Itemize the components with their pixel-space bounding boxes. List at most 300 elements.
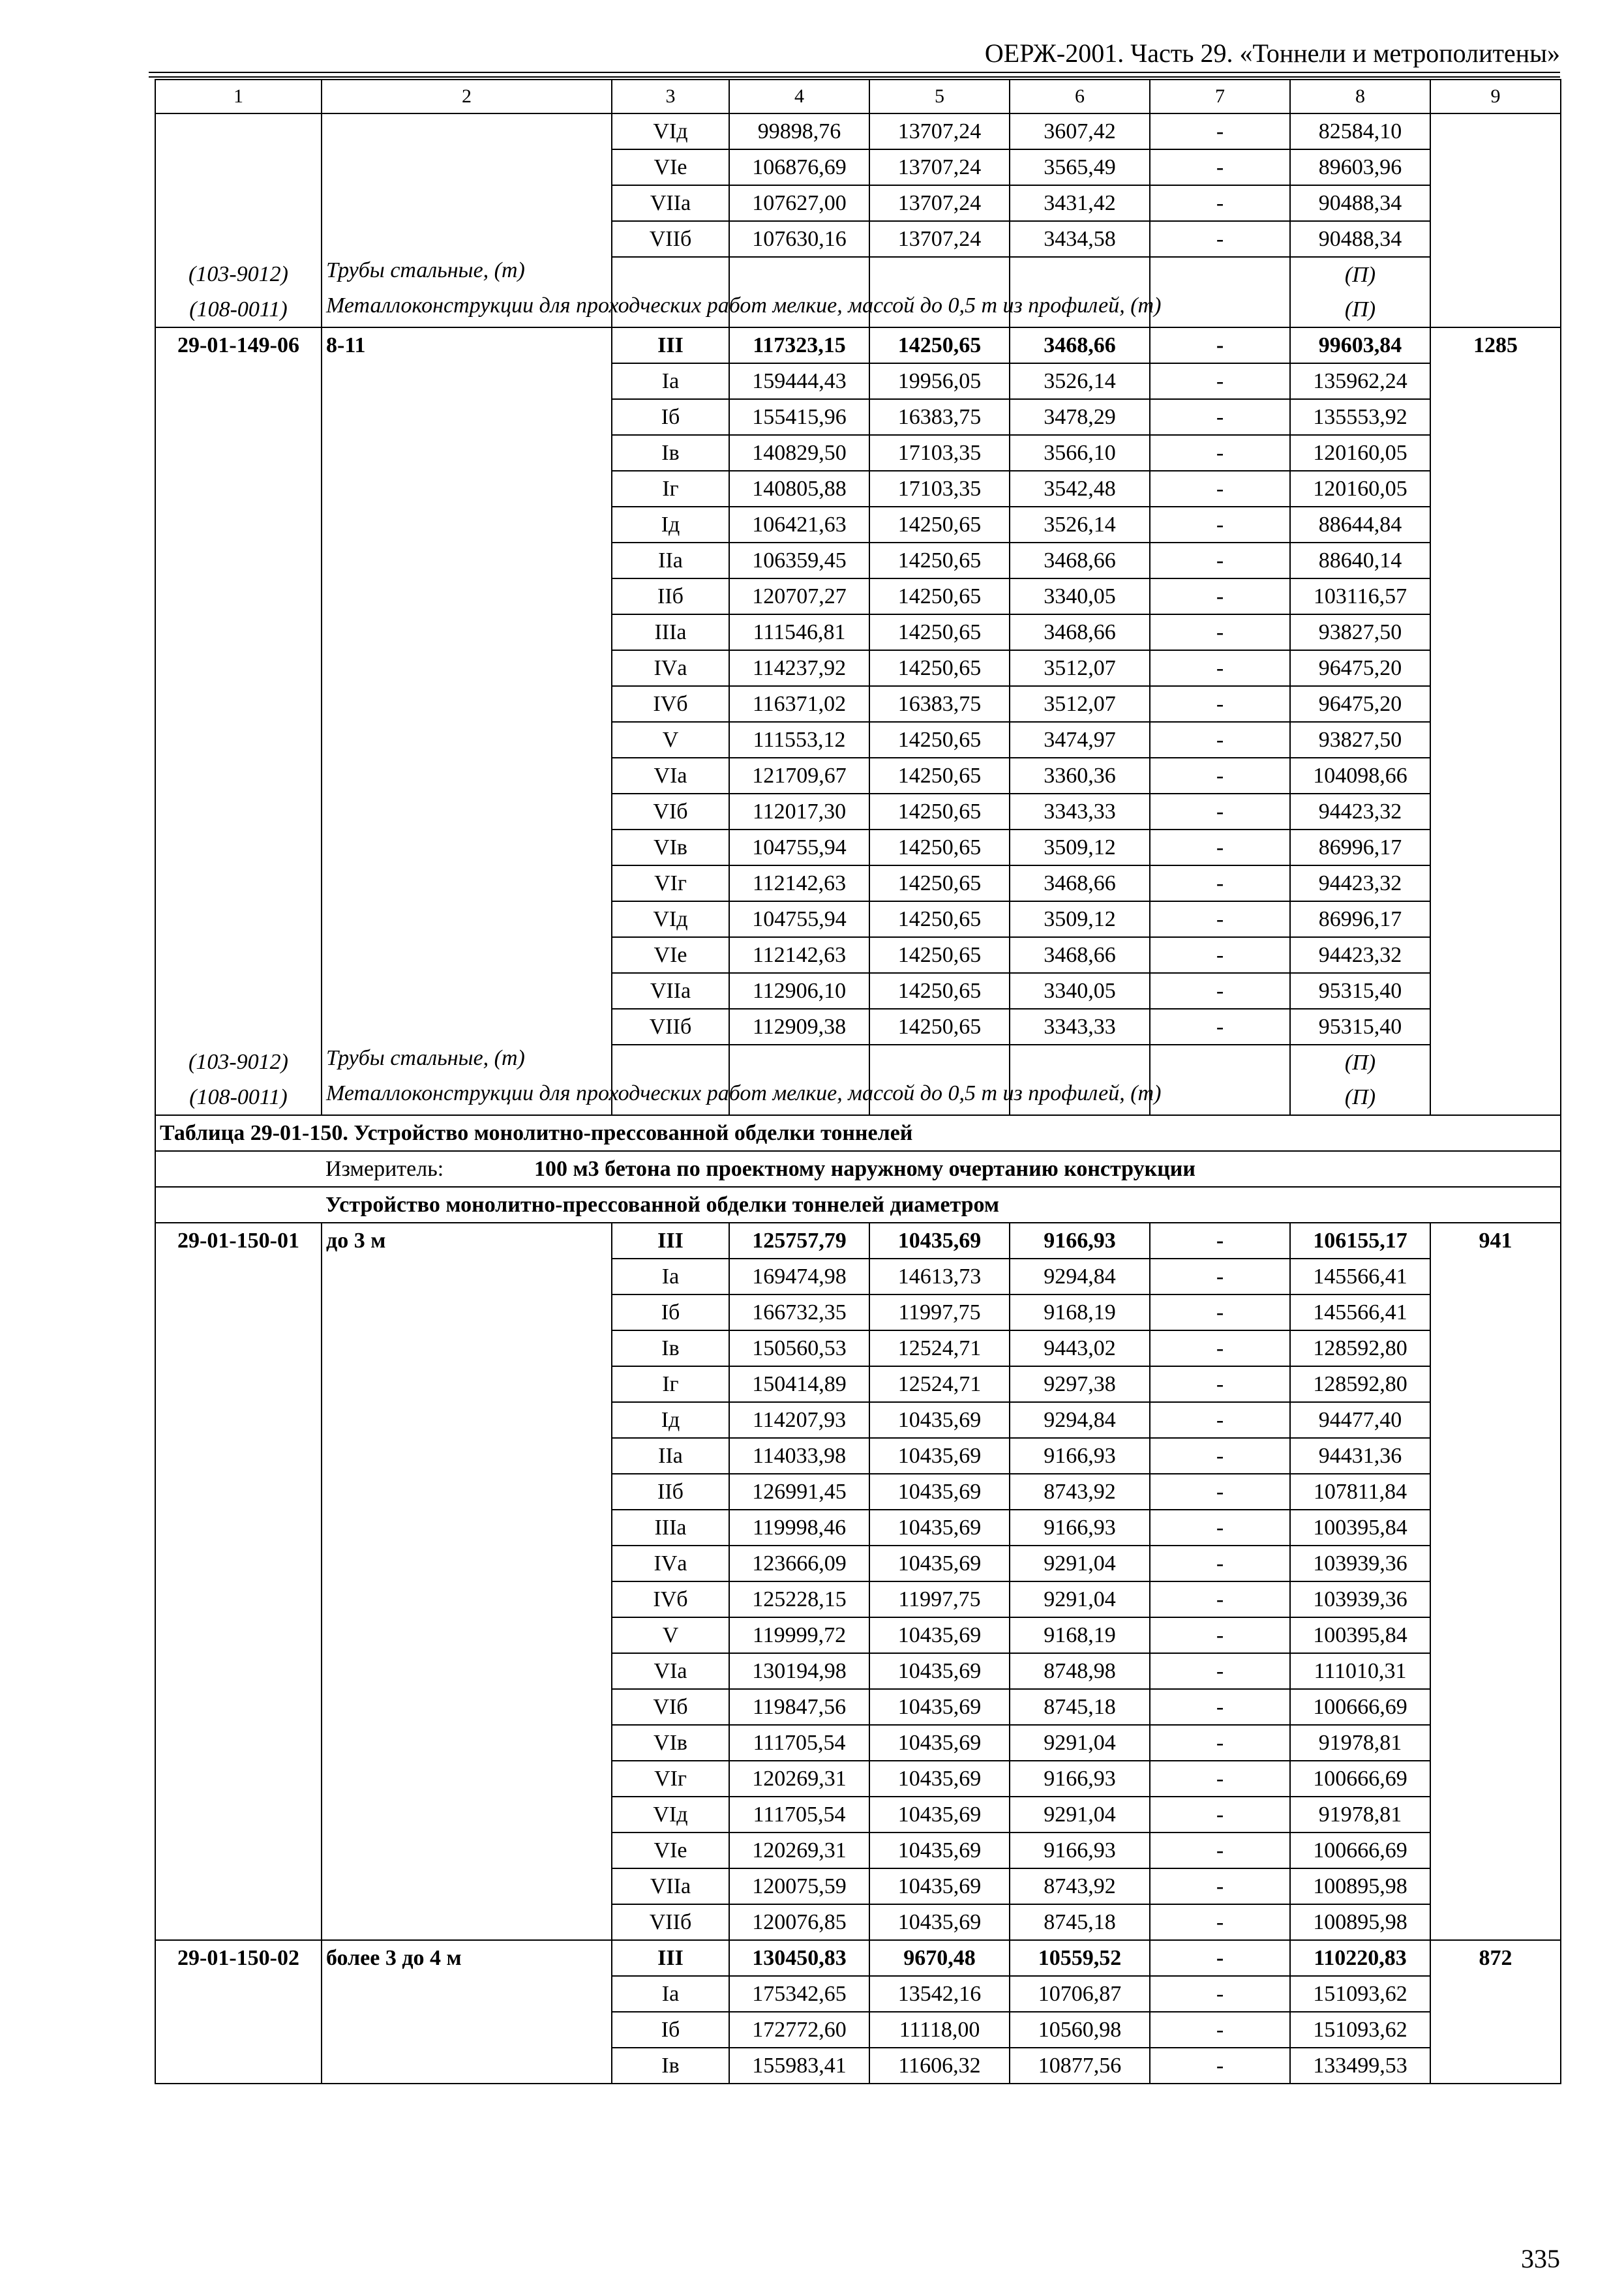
price-cell: 104098,66 [1290,758,1430,794]
item-code [155,901,322,937]
price-cell: - [1150,1009,1290,1045]
price-cell: 119999,72 [729,1617,869,1653]
price-cell: 145566,41 [1290,1294,1430,1330]
price-cell: VIв [612,830,729,865]
price-cell: 145566,41 [1290,1259,1430,1294]
item-name [322,1725,612,1761]
empty-cell [1430,292,1561,327]
price-cell: 9291,04 [1010,1797,1150,1833]
price-cell: - [1150,794,1290,830]
item-name [322,1510,612,1546]
table-row [155,471,1561,507]
item-code [155,614,322,650]
price-cell: 104755,94 [729,901,869,937]
price-cell: - [1150,686,1290,722]
measure-cell [155,1151,1561,1187]
price-cell: - [1150,507,1290,543]
price-cell: 106876,69 [729,149,869,185]
item-name [322,722,612,758]
price-cell: 86996,17 [1290,901,1430,937]
material-row [155,1080,1561,1115]
item-name [322,543,612,578]
price-cell: 19956,05 [869,363,1010,399]
price-cell: 12524,71 [869,1366,1010,1402]
item-name [322,149,612,185]
price-cell: 14250,65 [869,758,1010,794]
price-cell: 104755,94 [729,830,869,865]
price-cell: 112142,63 [729,937,869,973]
item-total [1430,1797,1561,1833]
price-cell: 3526,14 [1010,507,1150,543]
price-cell: 10435,69 [869,1761,1010,1797]
material-name: Металлоконструкции для проходческих работ мелкие, массой до 0,5 т из профилей, (т) [322,292,612,327]
item-code [155,113,322,149]
price-cell: 106359,45 [729,543,869,578]
price-cell: 14250,65 [869,650,1010,686]
table-row [155,722,1561,758]
price-cell: - [1150,1294,1290,1330]
price-cell: 10435,69 [869,1904,1010,1940]
item-name [322,1546,612,1581]
table-row [155,937,1561,973]
page-number: 335 [1521,2244,1560,2273]
table-row [155,149,1561,185]
table-title-row [155,1115,1561,1151]
price-cell: 3509,12 [1010,830,1150,865]
price-cell: 11606,32 [869,2048,1010,2084]
item-name [322,1259,612,1294]
price-cell: 96475,20 [1290,650,1430,686]
item-code [155,1009,322,1045]
table-row [155,578,1561,614]
price-cell: 82584,10 [1290,113,1430,149]
item-code [155,507,322,543]
price-cell: 155415,96 [729,399,869,435]
price-cell: 3566,10 [1010,435,1150,471]
item-total [1430,363,1561,399]
material-mark: (П) [1290,257,1430,292]
price-cell: VIг [612,865,729,901]
table-row [155,1330,1561,1366]
item-name [322,2012,612,2048]
price-cell: VIе [612,149,729,185]
item-total [1430,221,1561,257]
item-code [155,1438,322,1474]
item-name [322,221,612,257]
price-cell: 10435,69 [869,1223,1010,1259]
item-total [1430,1725,1561,1761]
price-cell: 9166,93 [1010,1438,1150,1474]
price-cell: 10559,52 [1010,1940,1150,1976]
item-total [1430,973,1561,1009]
price-cell: VIIб [612,1904,729,1940]
price-cell: 117323,15 [729,327,869,363]
column-number: 2 [322,80,612,113]
table-row [155,1940,1561,1976]
price-cell: IIа [612,1438,729,1474]
price-cell: - [1150,578,1290,614]
price-cell: 100895,98 [1290,1868,1430,1904]
price-cell: 14250,65 [869,578,1010,614]
price-cell: V [612,1617,729,1653]
table-row [155,1833,1561,1868]
price-cell: 9291,04 [1010,1725,1150,1761]
item-code [155,1761,322,1797]
price-cell: 3607,42 [1010,113,1150,149]
price-cell: 112906,10 [729,973,869,1009]
price-cell: Iд [612,1402,729,1438]
item-total [1430,650,1561,686]
price-cell: 114237,92 [729,650,869,686]
table-subtitle: Устройство монолитно-прессованной обделки тоннелей диаметром [155,1187,1561,1223]
item-code [155,1330,322,1366]
price-cell: 10435,69 [869,1474,1010,1510]
item-total [1430,1761,1561,1797]
price-cell: - [1150,901,1290,937]
table-row [155,1617,1561,1653]
price-cell: 11118,00 [869,2012,1010,2048]
material-code: (103-9012) [155,257,322,292]
item-name [322,1653,612,1689]
item-code [155,1581,322,1617]
item-code [155,650,322,686]
price-cell: VIб [612,794,729,830]
price-cell: 93827,50 [1290,722,1430,758]
price-cell: 10435,69 [869,1689,1010,1725]
price-cell: 3478,29 [1010,399,1150,435]
price-cell: 9297,38 [1010,1366,1150,1402]
item-total [1430,149,1561,185]
price-cell: 112142,63 [729,865,869,901]
price-cell: 100395,84 [1290,1510,1430,1546]
table-row [155,1868,1561,1904]
item-name [322,1833,612,1868]
price-cell: 8745,18 [1010,1904,1150,1940]
empty-cell [1150,257,1290,292]
table-row [155,1402,1561,1438]
price-cell: VIб [612,1689,729,1725]
price-cell: 111546,81 [729,614,869,650]
item-name [322,650,612,686]
price-cell: 150560,53 [729,1330,869,1366]
price-cell: 14250,65 [869,614,1010,650]
table-row [155,1581,1561,1617]
item-name [322,1761,612,1797]
price-cell: 94423,32 [1290,937,1430,973]
item-name [322,399,612,435]
price-cell: 9166,93 [1010,1223,1150,1259]
measure-label: Измеритель: [325,1157,444,1181]
price-cell: - [1150,830,1290,865]
price-cell: - [1150,1223,1290,1259]
item-total [1430,1402,1561,1438]
price-cell: 10435,69 [869,1797,1010,1833]
material-name: Трубы стальные, (т) [322,257,612,292]
price-cell: Iа [612,363,729,399]
price-cell: 3565,49 [1010,149,1150,185]
price-cell: 3542,48 [1010,471,1150,507]
material-code: (108-0011) [155,292,322,327]
price-cell: 10435,69 [869,1546,1010,1581]
material-row [155,292,1561,327]
price-cell: 103939,36 [1290,1546,1430,1581]
item-total [1430,2012,1561,2048]
price-cell: 14250,65 [869,507,1010,543]
price-cell: 135553,92 [1290,399,1430,435]
item-total [1430,937,1561,973]
price-cell: 14613,73 [869,1259,1010,1294]
price-cell: 9291,04 [1010,1581,1150,1617]
price-cell: IIIа [612,614,729,650]
item-code [155,1833,322,1868]
price-cell: 95315,40 [1290,1009,1430,1045]
price-cell: VIIа [612,973,729,1009]
table-row [155,327,1561,363]
price-cell: 10435,69 [869,1725,1010,1761]
price-cell: - [1150,1833,1290,1868]
empty-cell [1430,257,1561,292]
price-cell: 3431,42 [1010,185,1150,221]
item-name [322,1581,612,1617]
price-cell: 120075,59 [729,1868,869,1904]
item-code [155,1366,322,1402]
price-cell: 106421,63 [729,507,869,543]
item-code [155,1904,322,1940]
price-cell: 10435,69 [869,1653,1010,1689]
table-title: Таблица 29-01-150. Устройство монолитно-прессованной обделки тоннелей [155,1115,1561,1151]
price-cell: - [1150,185,1290,221]
item-total [1430,185,1561,221]
table-row [155,901,1561,937]
item-code [155,937,322,973]
empty-cell [729,257,869,292]
price-cell: 14250,65 [869,865,1010,901]
table-row [155,1653,1561,1689]
price-cell: 9168,19 [1010,1294,1150,1330]
item-total [1430,1904,1561,1940]
item-name [322,113,612,149]
price-cell: 17103,35 [869,435,1010,471]
table-row [155,1761,1561,1797]
price-cell: VIв [612,1725,729,1761]
price-cell: III [612,327,729,363]
price-cell: - [1150,1797,1290,1833]
price-cell: - [1150,1904,1290,1940]
price-cell: 9166,93 [1010,1833,1150,1868]
price-cell: 88640,14 [1290,543,1430,578]
price-cell: 3468,66 [1010,865,1150,901]
material-code: (103-9012) [155,1045,322,1080]
price-cell: 3343,33 [1010,1009,1150,1045]
price-cell: 13542,16 [869,1976,1010,2012]
price-cell: 106155,17 [1290,1223,1430,1259]
price-cell: 126991,45 [729,1474,869,1510]
price-cell: - [1150,1725,1290,1761]
price-cell: 94477,40 [1290,1402,1430,1438]
price-cell: 3526,14 [1010,363,1150,399]
item-name [322,1009,612,1045]
table-row [155,435,1561,471]
price-cell: 3468,66 [1010,614,1150,650]
table-row [155,1904,1561,1940]
item-code [155,722,322,758]
price-cell: - [1150,471,1290,507]
item-total [1430,614,1561,650]
item-total [1430,1366,1561,1402]
price-cell: 100666,69 [1290,1833,1430,1868]
price-cell: 3512,07 [1010,686,1150,722]
price-cell: 11997,75 [869,1581,1010,1617]
running-title: ОЕРЖ-2001. Часть 29. «Тоннели и метрополитены» [984,38,1560,68]
price-cell: VIг [612,1761,729,1797]
price-cell: - [1150,1259,1290,1294]
price-cell: - [1150,1689,1290,1725]
price-cell: 14250,65 [869,973,1010,1009]
price-cell: - [1150,2048,1290,2084]
price-cell: 16383,75 [869,686,1010,722]
price-cell: 166732,35 [729,1294,869,1330]
item-name [322,1438,612,1474]
empty-cell [1430,1080,1561,1115]
item-name [322,471,612,507]
price-cell: Iб [612,2012,729,2048]
price-cell: - [1150,2012,1290,2048]
item-code [155,221,322,257]
price-cell: 114207,93 [729,1402,869,1438]
item-code [155,1402,322,1438]
price-cell: 9166,93 [1010,1510,1150,1546]
price-cell: 107627,00 [729,185,869,221]
item-name [322,1402,612,1438]
item-code [155,1510,322,1546]
price-cell: 10435,69 [869,1868,1010,1904]
price-cell: 14250,65 [869,830,1010,865]
item-name [322,363,612,399]
price-cell: V [612,722,729,758]
item-name [322,435,612,471]
price-cell: VIд [612,1797,729,1833]
item-code [155,2012,322,2048]
price-cell: IIа [612,543,729,578]
price-cell: 91978,81 [1290,1725,1430,1761]
item-code [155,1653,322,1689]
price-cell: 120076,85 [729,1904,869,1940]
price-cell: 9166,93 [1010,1761,1150,1797]
table-row [155,1366,1561,1402]
price-cell: 111705,54 [729,1797,869,1833]
empty-cell [612,257,729,292]
price-cell: VIд [612,901,729,937]
table-row [155,614,1561,650]
item-name [322,758,612,794]
empty-cell [1430,1045,1561,1080]
table-row [155,973,1561,1009]
price-cell: - [1150,327,1290,363]
item-name [322,2048,612,2084]
price-cell: 10560,98 [1010,2012,1150,2048]
price-cell: 114033,98 [729,1438,869,1474]
item-total [1430,1294,1561,1330]
price-cell: 86996,17 [1290,830,1430,865]
price-cell: 3468,66 [1010,327,1150,363]
price-cell: III [612,1223,729,1259]
item-name [322,1366,612,1402]
table-row [155,1689,1561,1725]
price-cell: 10435,69 [869,1833,1010,1868]
item-name [322,794,612,830]
item-total: 941 [1430,1223,1561,1259]
item-code [155,471,322,507]
price-cell: 14250,65 [869,543,1010,578]
price-cell: Iа [612,1976,729,2012]
table-row [155,1510,1561,1546]
item-code [155,149,322,185]
price-cell: VIд [612,113,729,149]
subtitle-row [155,1187,1561,1223]
price-cell: - [1150,1976,1290,2012]
item-total [1430,901,1561,937]
price-cell: Iд [612,507,729,543]
item-total [1430,507,1561,543]
price-cell: 9294,84 [1010,1259,1150,1294]
column-number: 1 [155,80,322,113]
empty-cell [869,1045,1010,1080]
price-cell: 14250,65 [869,1009,1010,1045]
price-cell: 100895,98 [1290,1904,1430,1940]
price-cell: - [1150,113,1290,149]
price-cell: IVб [612,1581,729,1617]
item-code: 29-01-149-06 [155,327,322,363]
item-name [322,185,612,221]
price-cell: 90488,34 [1290,221,1430,257]
column-number: 7 [1150,80,1290,113]
price-cell: 3434,58 [1010,221,1150,257]
table-row [155,1294,1561,1330]
measure-value: 100 м3 бетона по проектному наружному очертанию конструкции [534,1157,1195,1181]
item-code [155,399,322,435]
price-cell: 133499,53 [1290,2048,1430,2084]
table-row [155,1009,1561,1045]
table-row [155,2012,1561,2048]
price-cell: - [1150,149,1290,185]
material-name: Металлоконструкции для проходческих работ мелкие, массой до 0,5 т из профилей, (т) [322,1080,612,1115]
price-cell: - [1150,1581,1290,1617]
price-cell: 130194,98 [729,1653,869,1689]
item-total: 872 [1430,1940,1561,1976]
price-cell: 8748,98 [1010,1653,1150,1689]
item-name [322,830,612,865]
price-cell: 9670,48 [869,1940,1010,1976]
price-cell: - [1150,865,1290,901]
price-cell: 10435,69 [869,1402,1010,1438]
item-total [1430,865,1561,901]
empty-cell [1150,1080,1290,1115]
table-row [155,113,1561,149]
table-row [155,221,1561,257]
empty-cell [1010,257,1150,292]
price-cell: IVа [612,1546,729,1581]
price-cell: 120707,27 [729,578,869,614]
price-cell: 120160,05 [1290,435,1430,471]
item-name [322,1868,612,1904]
item-total [1430,1833,1561,1868]
item-total [1430,1330,1561,1366]
price-cell: - [1150,1474,1290,1510]
price-cell: 9168,19 [1010,1617,1150,1653]
price-cell: 116371,02 [729,686,869,722]
price-cell: 16383,75 [869,399,1010,435]
table-row [155,363,1561,399]
